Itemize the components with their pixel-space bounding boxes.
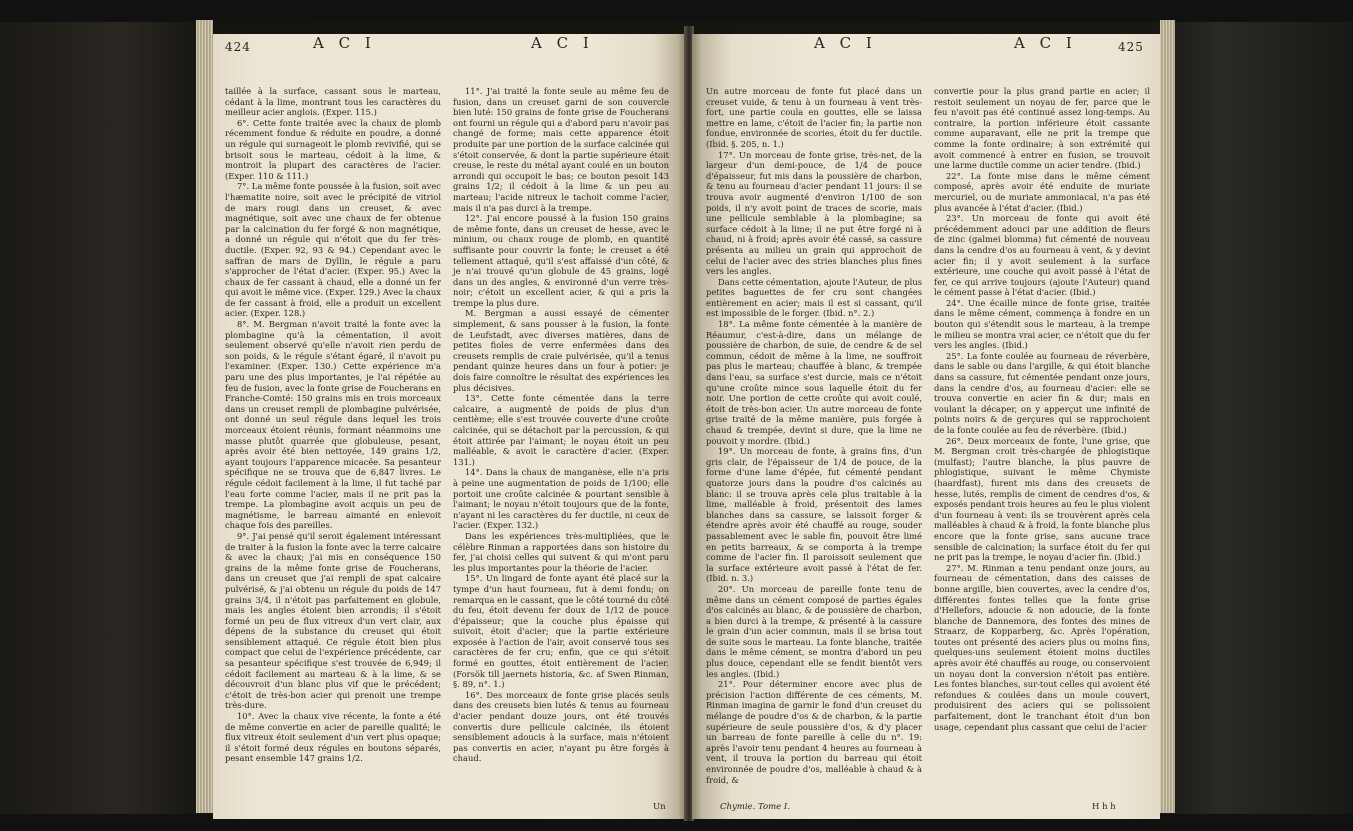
right-signature-mark: H h h [1092,802,1116,812]
paragraph: 12°. J'ai encore poussé à la fusion 150 grains de même fonte, dans un creuset de hesse, avec le minium, ou chaux rouge de plomb, en quantité suffisante pour couvrir la fonte; le creuset a été tellement attaqué, qu'il s'est affaissé d'un côté, & je n'ai trouvé qu'un globule de 45 grains, logé dans un des angles, & environné d'un verre très-noir; c'étoit un excellent acier, & qui a pris la trempe la plus dure. [453,213,669,308]
right-column-1 [706,86,922,785]
paragraph: 22°. La fonte mise dans le même cément composé, après avoir été enduite de muriate mercuriel, ou de muriate ammoniacal, n'a pas été plus avancée à l'état d'acier. (Ibid.) [934,170,1150,213]
right-column-2 [934,86,1150,732]
right-page-stack [1160,20,1175,813]
left-catchword: Un [653,802,666,812]
paragraph: 16°. Des morceaux de fonte grise placés seuls dans des creusets bien lutés & tenus au fourneau d'acier pendant douze jours, ont été trouvés convertis dure pellicule calcinée, ils étoient sensiblement adoucis à la surface, mais n'étoient pas convertis en acier, n'ayant pu être forgés à chaud. [453,689,669,764]
paragraph: 19°. Un morceau de fonte, à grains fins, d'un gris clair, de l'épaisseur de 1/4 de pouce, de la forme d'une lame d'épée, fut cémenté pendant quatorze jours dans la poudre d'os calcinés au blanc: il se trouva après cela plus traitable à la lime, malléable à froid, présentoit des lames blanches dans sa cassure, se laissoit forger & étendre après avoir été chauffé au rouge, souder passablement avec le sable fin, pouvoit être limé en petits barreaux, & se comporta à la trempe comme de l'acier fin. Il paroissoit seulement que la surface extérieure avoit passé à l'état de fer. (Ibid. n. 3.) [706,446,922,584]
top-shadow [0,0,1353,22]
paragraph: 20°. Un morceau de pareille fonte tenu de même dans un cément composé de parties égales d'os calcinés au blanc, & de poussière de charbon, a bien durci à la trempe, & présenté à la cassure le grain d'un acier commun, mais il se brisa tout de suite sous le marteau. La fonte blanche, traitée dans le même cément, se montra d'abord un peu plus douce, cependant elle se fendit bientôt vers les angles. (Ibid.) [706,583,922,679]
paragraph: Un autre morceau de fonte fut placé dans un creuset vuide, & tenu à un fourneau à vent très-fort, une partie coula en gouttes, elle se laissa mettre en lame, c'étoit de l'acier fin; la partie non fondue, environnée de scories, étoit du fer ductile. (Ibid. §. 205, n. 1.) [706,86,922,149]
paragraph: 14°. Dans la chaux de manganèse, elle n'a pris à peine une augmentation de poids de 1/100; elle portoit une croûte calcinée & pourtant sensible à l'aimant; le noyau n'étoit toujours que de la fonte, n'ayant ni les caractères du fer ductile, ni ceux de l'acier. (Exper. 132.) [453,467,669,531]
paragraph: 9°. J'ai pensé qu'il seroit également intéressant de traiter à la fusion la fonte avec la terre calcaire & avec la chaux; j'ai mis en conséquence 150 grains de la même fonte grise de Foucherans, dans un creuset que j'ai rempli de spat calcaire pulvérisé, & j'ai obtenu un régule du poids de 147 grains 3/4, il n'étoit pas parfaitement en globule, mais les angles étoient bien arrondis; il s'étoit formé un peu de flux vitreux d'un vert clair, aux dépens de la substance du creuset qui étoit sensiblement attaqué. Ce régule étoit bien plus compact que celui de l'expérience précédente, car sa pesanteur spécifique s'est trouvée de 6,949; il cédoit facilement au marteau & à la lime, & se découvroit d'un blanc plus vif que le précédent; c'étoit de très-bon acier qui prenoit une trempe très-dure. [225,530,441,711]
paragraph: taillée à la surface, cassant sous le marteau, cédant à la lime, montrant tous les caractères du meilleur acier anglois. (Exper. 115.) [225,86,441,118]
paragraph: 7°. La même fonte poussée à la fusion, soit avec l'hæmatite noire, soit avec le précipité de vitriol de mars rougi dans un creuset, & avec magnétique, soit avec une chaux de fer obtenue par la calcination du fer forgé & non magnétique, a donné un régule qui n'étoit que du fer très-ductile. (Exper. 92, 93 & 94.) Cependant avec le saffran de mars de Dyllin, le régule a paru s'approcher de l'état d'acier. (Exper. 95.) Avec la chaux de fer cassant à chaud, elle a donné un fer qui avoit le même vice. (Exper. 129.) Avec la chaux de fer cassant à froid, elle a produit un excellent acier. (Exper. 128.) [225,181,441,319]
paragraph: 11°. J'ai traité la fonte seule au même feu de fusion, dans un creuset garni de son couvercle bien luté: 150 grains de fonte grise de Foucherans ont fourni un régule qui a d'abord paru n'avoir pas changé de forme; mais cette apparence étoit produite par une portion de la surface calcinée qui s'étoit conservée, & dont la partie supérieure étoit creuse, le reste du métal ayant coulé en un bouton arrondi qui occupoit le bas; ce bouton pesoit 143 grains 1/2; il cédoit à la lime & un peu au marteau; l'acide nitreux le tachoit comme l'acier, mais il n'a pas durci à la trempe. [453,86,669,213]
left-running-title: A C I [313,34,376,52]
paragraph: 10°. Avec la chaux vive récente, la fonte a été de même convertie en acier de pareille qualité; le flux vitreux étoit seulement d'un vert plus opaque; il s'étoit formé deux régules en boutons séparés, pesant ensemble 147 grains 1/2. [225,711,441,764]
right-running-title: A C I [814,34,877,52]
paragraph: Dans les expériences très-multipliées, que le célèbre Rinman a rapportées dans son histoire du fer, j'ai choisi celles qui suivent & qui m'ont paru les plus importantes pour la théorie de l'acier. [453,530,669,573]
right-page-number: 425 [1118,40,1144,54]
paragraph: 13°. Cette fonte cémentée dans la terre calcaire, a augmenté de poids de plus d'un centième; elle s'est trouvée couverte d'une croûte calcinée, qui se détachoit par la percussion, & qui étoit attirée par l'aimant; le noyau étoit un peu malléable, & avoit le caractère d'acier. (Exper. 131.) [453,393,669,467]
right-running-title-col2: A C I [1014,34,1077,52]
left-page [213,34,685,819]
paragraph: Dans cette cémentation, ajoute l'Auteur, de plus petites baguettes de fer cru sont changées entièrement en acier; mais il est si cassant, qu'il est impossible de le forger. (Ibid. n°. 2.) [706,276,922,319]
paragraph: 17°. Un morceau de fonte grise, très-net, de la largeur d'un demi-pouce, de 1/4 de pouce d'épaisseur, fut mis dans la poussière de charbon, & tenu au fourneau d'acier pendant 11 jours: il se trouva avoir augmenté d'environ 1/100 de son poids, il n'y avoit point de traces de scorie, mais une pellicule semblable à la plombagine; sa surface cédoit à la lime; il ne put être forgé ni à chaud, ni à froid; après avoir été cassé, sa cassure présenta au milieu un grain qui approchoit de celui de l'acier avec des stries blanches plus fines vers les angles. [706,149,922,277]
paragraph: M. Bergman a aussi essayé de cémenter simplement, & sans pousser à la fusion, la fonte de Leufstadt, avec diverses matières, dans de petites fioles de verre enfermées dans des creusets remplis de craie pulvérisée, qu'il a tenus pendant quinze heures dans un four à potier: je dois faire connoître le résultat des expériences les plus décisives. [453,308,669,393]
paragraph: 8°. M. Bergman n'avoit traité la fonte avec la plombagine qu'à la cémentation, il avoit seulement observé qu'elle n'avoit rien perdu de son poids, & le régule s'étant égaré, il n'avoit pu l'examiner. (Exper. 130.) Cette expérience m'a paru une des plus importantes, je l'ai répétée au feu de fusion, avec la fonte grise de Foucherans en Franche-Comté: 150 grains mis en trois morceaux dans un creuset rempli de plombagine pulvérisée, ont donné un seul régule dans lequel les trois morceaux étoient réunis, formant néanmoins une masse plutôt quarrée que globuleuse, pesant, après avoir été bien nettoyée, 149 grains 1/2, ayant toujours l'apparence micacée. Sa pesanteur spécifique ne se trouva que de 6,847 livres. Le régule cédoit facilement à la lime, il fut taché par l'eau forte comme l'acier, mais il ne prit pas la trempe. La plombagine avoit acquis un peu de magnétisme, le barreau aimanté en enlevoit chaque fois des pareilles. [225,319,441,531]
paragraph: 27°. M. Rinman a tenu pendant onze jours, au fourneau de cémentation, dans des caisses de bonne argille, bien couvertes, avec la cendre d'os, différentes fontes telles que la fonte grise d'Hellefors, adoucie & non adoucie, de la fonte blanche de Dannemora, des fontes des mines de Straarz, de Kopparberg, &c. Après l'opération, toutes ont présenté des aciers plus ou moins fins, quelques-uns seulement étoient moins ductiles après avoir été chauffés au rouge, ou conservoient un noyau dont la conversion n'étoit pas entière. Les fontes blanches, sur-tout celles qui avoient été refondues & coulées dans un moule couvert, produisirent des aciers qui se polissoient parfaitement, dont le tranchant étoit d'un bon usage, cependant plus cassant que celui de l'acier [934,562,1150,732]
right-page [692,34,1160,819]
left-page-number: 424 [225,40,251,54]
paragraph: 21°. Pour déterminer encore avec plus de précision l'action différente de ces céments, M. Rinman imagina de garnir le fond d'un creuset du mélange de poudre d'os & de charbon, & la partie supérieure de seule poussière d'os, & d'y placer un barreau de fonte pareille à celle du n°. 19: après l'avoir tenu pendant 4 heures au fourneau à vent, il trouva la portion du barreau qui étoit environnée de poudre d'os, malléable à chaud & à froid, & [706,679,922,785]
paragraph: 25°. La fonte coulée au fourneau de réverbère, dans le sable ou dans l'argille, & qui étoit blanche dans sa cassure, fut cémentée pendant onze jours, dans la cendre d'os, au fourneau d'acier: elle se trouva convertie en acier fin & dur; mais en voulant la décaper, on y apperçut une infinité de points noirs & de gerçures qui se rapprochoient de la fonte coulée au feu de réverbère. (Ibid.) [934,350,1150,435]
left-column-1 [225,86,441,764]
right-footer-title: Chymie. Tome I. [720,802,790,812]
left-running-title-col2: A C I [531,34,594,52]
paragraph: 18°. La même fonte cémentée à la manière de Réaumur, c'est-à-dire, dans un mélange de poussière de charbon, de suie, de cendre & de sel commun, cédoit de même à la lime, ne souffroit pas plus le marteau; chauffée à blanc, & trempée dans l'eau, sa surface s'est durcie, mais ce n'étoit qu'une croûte mince sous laquelle étoit du fer noir. Une portion de cette croûte qui avoit coulé, étoit de très-bon acier. Un autre morceau de fonte grise traité de la même manière, puis forgée à chaud & trempée, devint si dure, que la lime ne pouvoit y mordre. (Ibid.) [706,319,922,446]
paragraph: 6°. Cette fonte traitée avec la chaux de plomb récemment fondue & réduite en poudre, a donné un régule qui surnageoit le plomb revivifié, qui se brisoit sous le marteau, cédoit à la lime, & montroit la plupart des caractères de l'acier. (Exper. 110 & 111.) [225,117,441,181]
paragraph: 23°. Un morceau de fonte qui avoit été précédemment adouci par une addition de fleurs de zinc (galmei blomma) fut cémenté de nouveau dans la cendre d'os au fourneau à vent, & y devint acier fin; il y avoit seulement à la surface extérieure, une couche qui avoit passé à l'état de fer, ce qui arrive toujours (ajoute l'Auteur) quand le cément passe à l'état d'acier. (Ibid.) [934,213,1150,298]
paragraph: convertie pour la plus grand partie en acier; il restoit seulement un noyau de fer, parce que le feu n'avoit pas été continué assez long-temps. Au contraire, la portion inférieure étoit cassante comme auparavant, elle ne prit la trempe que comme la fonte ordinaire; à son extrémité qui avoit commencé à entrer en fusion, se trouvoit une larme ductile comme un acier tendre. (Ibid.) [934,86,1150,171]
paragraph: 26°. Deux morceaux de fonte, l'une grise, que M. Bergman croit très-chargée de phlogistique (mulfast); l'autre blanche, la plus pauvre de phlogistique, suivant le même Chymiste (haardfast), furent mis dans des creusets de hesse, lutés, remplis de ciment de cendres d'os, & exposés pendant trois heures au feu le plus violent d'un fourneau à vent: ils se trouvèrent après cela malléables à chaud & à froid, la fonte blanche plus encore que la fonte grise, sans aucune trace sensible de calcination; la surface étoit du fer qui ne prit pas la trempe, le noyau d'acier fin. (Ibid.) [934,435,1150,563]
paragraph: 24°. Une écaille mince de fonte grise, traitée dans le même cément, commença à fondre en un bouton qui s'étendit sous le marteau, à la trempe le milieu se montra vrai acier, ce n'étoit que du fer vers les angles. (Ibid.) [934,297,1150,351]
left-page-stack [196,20,213,813]
left-column-2 [453,86,669,764]
paragraph: 15°. Un lingard de fonte ayant été placé sur la tympe d'un haut fourneau, fut à demi fondu; on remarqua en le cassant, que le côté tourné du côté du feu, étoit devenu fer doux de 1/12 de pouce d'épaisseur; que la couche plus épaisse qui suivoit, étoit d'acier; que la partie extérieure exposée à l'action de l'air, avoit conservé tous ses caractères de fer cru; enfin, que ce qui s'étoit formé en gouttes, étoit entièrement de l'acier. (Forsök till jaernets historia, &c. af Swen Rinman, §. 89, n°. 1.) [453,573,669,690]
